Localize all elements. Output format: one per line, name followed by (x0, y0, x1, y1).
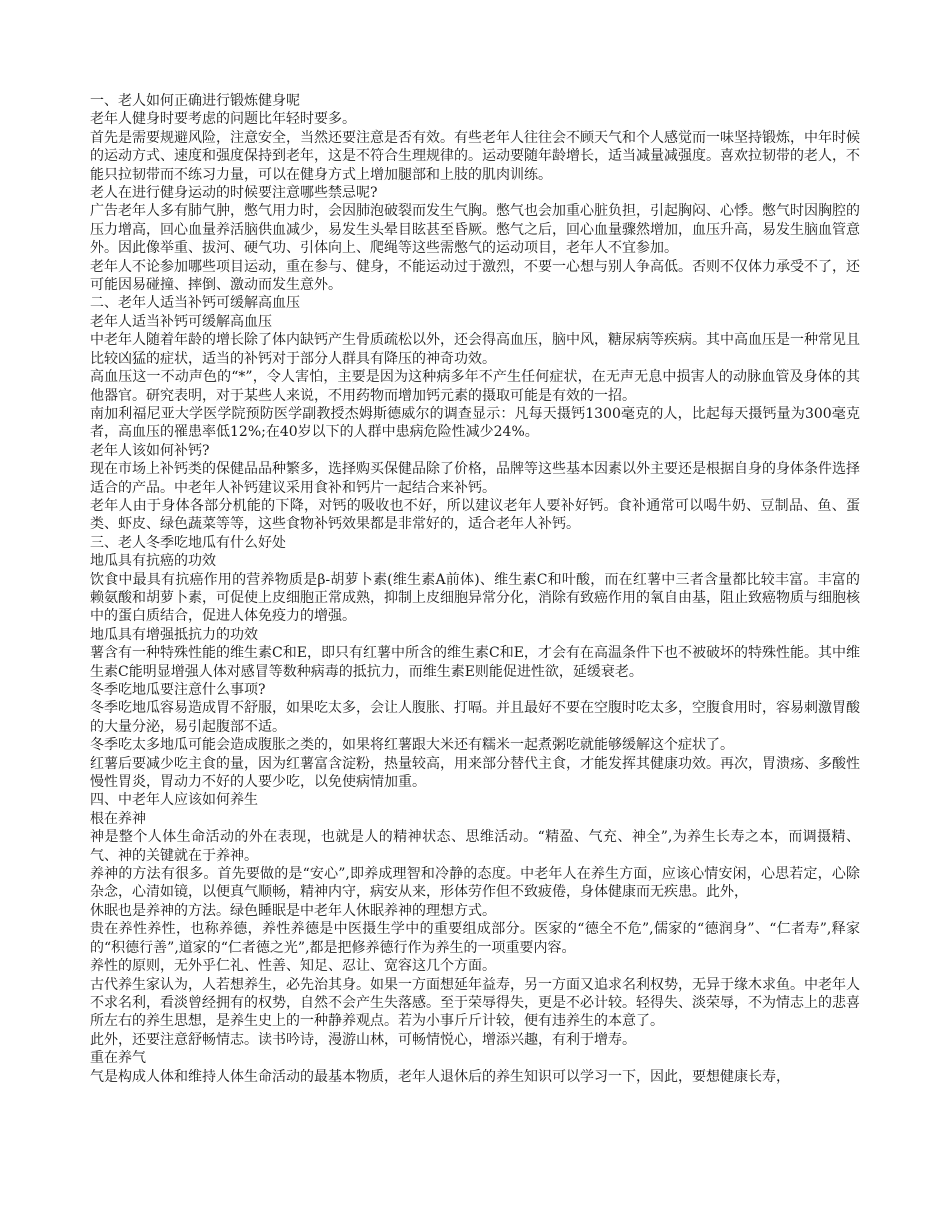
section-heading: 老年人适当补钙可缓解高血压 (90, 313, 272, 330)
section-heading: 老年人该如何补钙? (90, 442, 210, 459)
paragraph: 首先是需要规避风险，注意安全，当然还要注意是否有效。有些老年人往往会不顾天气和个人感觉而一味坚持锻炼，中年时候的运动方式、速度和强度保持到老年，这是不符合生理规律的。运动要随年龄增长，适当减量减强度。喜欢拉韧带的老人，不能只拉韧带而不练习力量，可以在健身方式上增加腿部和上肢的肌肉训练。 (90, 129, 860, 183)
paragraph: 贵在养性养性，也称养德，养性养德是中医摄生学中的重要组成部分。医家的“德全不危”,儒家的“德润身”、“仁者寿”,释家的“积德行善”,道家的“仁者德之光”,都是把修养德行作为养生的一项重要内容。 (90, 921, 860, 956)
section-heading: 地瓜具有抗癌的功效 (90, 553, 216, 570)
section-heading: 二、老年人适当补钙可缓解高血压 (90, 295, 300, 312)
section-heading: 地瓜具有增强抵抗力的功效 (90, 626, 258, 643)
section-heading: 四、中老年人应该如何养生 (90, 792, 258, 809)
paragraph: 养神的方法有很多。首先要做的是“安心”,即养成理智和冷静的态度。中老年人在养生方面，应该心情安闲，心思若定，心除杂念，心清如镜，以便真气顺畅，精神内守，病安从来，形体劳作但不致疲倦，身体健康而无疾患。此外， (90, 866, 860, 901)
paragraph: 冬季吃太多地瓜可能会造成腹胀之类的，如果将红薯跟大米还有糯米一起煮粥吃就能够缓解这个症状了。 (90, 737, 734, 754)
paragraph: 养性的原则，无外乎仁礼、性善、知足、忍让、宽容这几个方面。 (90, 958, 496, 975)
paragraph: 神是整个人体生命活动的外在表现，也就是人的精神状态、思维活动。“精盈、气充、神全”,为养生长寿之本，而调摄精、气、神的关键就在于养神。 (90, 829, 860, 864)
paragraph: 老年人由于身体各部分机能的下降，对钙的吸收也不好，所以建议老年人要补好钙。食补通常可以喝牛奶、豆制品、鱼、蛋类、虾皮、绿色蔬菜等等，这些食物补钙效果都是非常好的，适合老年人补钙。 (90, 497, 860, 533)
paragraph: 广告老年人多有肺气肿，憋气用力时，会因肺泡破裂而发生气胸。憋气也会加重心脏负担，引起胸闷、心悸。憋气时因胸腔的压力增高，回心血量养活脑供血减少，易发生头晕目眩甚至昏厥。憋气之后，回心血量骤然增加，血压升高，易发生脑血管意外。因此像举重、拔河、硬气功、引体向上、爬绳等这些需憋气的运动项目，老年人不宜参加。 (90, 203, 860, 257)
paragraph: 饮食中最具有抗癌作用的营养物质是β-胡萝卜素(维生素A前体)、维生素C和叶酸，而在红薯中三者含量都比较丰富。丰富的赖氨酸和胡萝卜素，可促使上皮细胞正常成熟，抑制上皮细胞异常分化，消除有致癌作用的氧自由基，阻止致癌物质与细胞核中的蛋白质结合，促进人体免疫力的增强。 (90, 571, 860, 625)
paragraph: 休眠也是养神的方法。绿色睡眠是中老年人休眠养神的理想方式。 (90, 902, 496, 919)
paragraph: 薯含有一种特殊性能的维生素C和E，即只有红薯中所含的维生素C和E，才会有在高温条件下也不被破坏的特殊性能。其中维生素C能明显增强人体对感冒等数种病毒的抵抗力，而维生素E则能促进性欲，延缓衰老。 (90, 645, 860, 680)
section-heading: 根在养神 (90, 810, 146, 827)
paragraph: 中老年人随着年龄的增长除了体内缺钙产生骨质疏松以外，还会得高血压，脑中风，糖尿病等疾病。其中高血压是一种常见且比较凶猛的症状，适当的补钙对于部分人群具有降压的神奇功效。 (90, 332, 860, 367)
section-heading: 老人在进行健身运动的时候要注意哪些禁忌呢? (90, 185, 378, 202)
paragraph: 老年人不论参加哪些项目运动，重在参与、健身，不能运动过于激烈，不要一心想与别人争高低。否则不仅体力承受不了，还可能因易碰撞、摔倒、激动而发生意外。 (90, 258, 860, 294)
paragraph: 冬季吃地瓜容易造成胃不舒服，如果吃太多，会让人腹胀、打嗝。并且最好不要在空腹时吃太多，空腹食用时，容易刺激胃酸的大量分泌，易引起腹部不适。 (90, 700, 860, 735)
section-heading: 三、老人冬季吃地瓜有什么好处 (90, 534, 286, 551)
paragraph: 红薯后要减少吃主食的量，因为红薯富含淀粉，热量较高，用来部分替代主食，才能发挥其健康功效。再次，胃溃疡、多酸性慢性胃炎，胃动力不好的人要少吃，以免使病情加重。 (90, 755, 860, 791)
paragraph: 古代养生家认为，人若想养生，必先治其身。如果一方面想延年益寿，另一方面又追求名利权势，无异于缘木求鱼。中老年人不求名利，看淡曾经拥有的权势，自然不会产生失落感。至于荣辱得失，更是不必计较。轻得失、淡荣辱，不为情志上的悲喜所左右的养生思想，是养生史上的一种静养观点。若为小事斤斤计较，便有违养生的本意了。 (90, 976, 860, 1030)
document-body (90, 92, 860, 1086)
paragraph: 老年人健身时要考虑的问题比年轻时要多。 (90, 111, 356, 128)
paragraph: 现在市场上补钙类的保健品品种繁多，选择购买保健品除了价格，品牌等这些基本因素以外主要还是根据自身的身体条件选择适合的产品。中老年人补钙建议采用食补和钙片一起结合来补钙。 (90, 461, 860, 496)
section-heading: 一、老人如何正确进行锻炼健身呢 (90, 93, 300, 109)
paragraph: 气是构成人体和维持人体生命活动的最基本物质，老年人退休后的养生知识可以学习一下，因此，要想健康长寿， (90, 1068, 790, 1085)
section-heading: 重在养气 (90, 1050, 146, 1067)
section-heading: 冬季吃地瓜要注意什么事项? (90, 682, 266, 698)
paragraph: 此外，还要注意舒畅情志。读书吟诗，漫游山林，可畅情悦心，增添兴趣，有利于增寿。 (90, 1031, 636, 1048)
paragraph: 南加利福尼亚大学医学院预防医学副教授杰姆斯德威尔的调查显示：凡每天摄钙1300毫克的人，比起每天摄钙量为300毫克者，高血压的罹患率低12%;在40岁以下的人群中患病危险性减少24%。 (90, 405, 860, 441)
paragraph: 高血压这一不动声色的“*”，令人害怕，主要是因为这种病多年不产生任何症状，在无声无息中损害人的动脉血管及身体的其他器官。研究表明，对于某些人来说，不用药物而增加钙元素的摄取可能是有效的一招。 (90, 369, 860, 404)
